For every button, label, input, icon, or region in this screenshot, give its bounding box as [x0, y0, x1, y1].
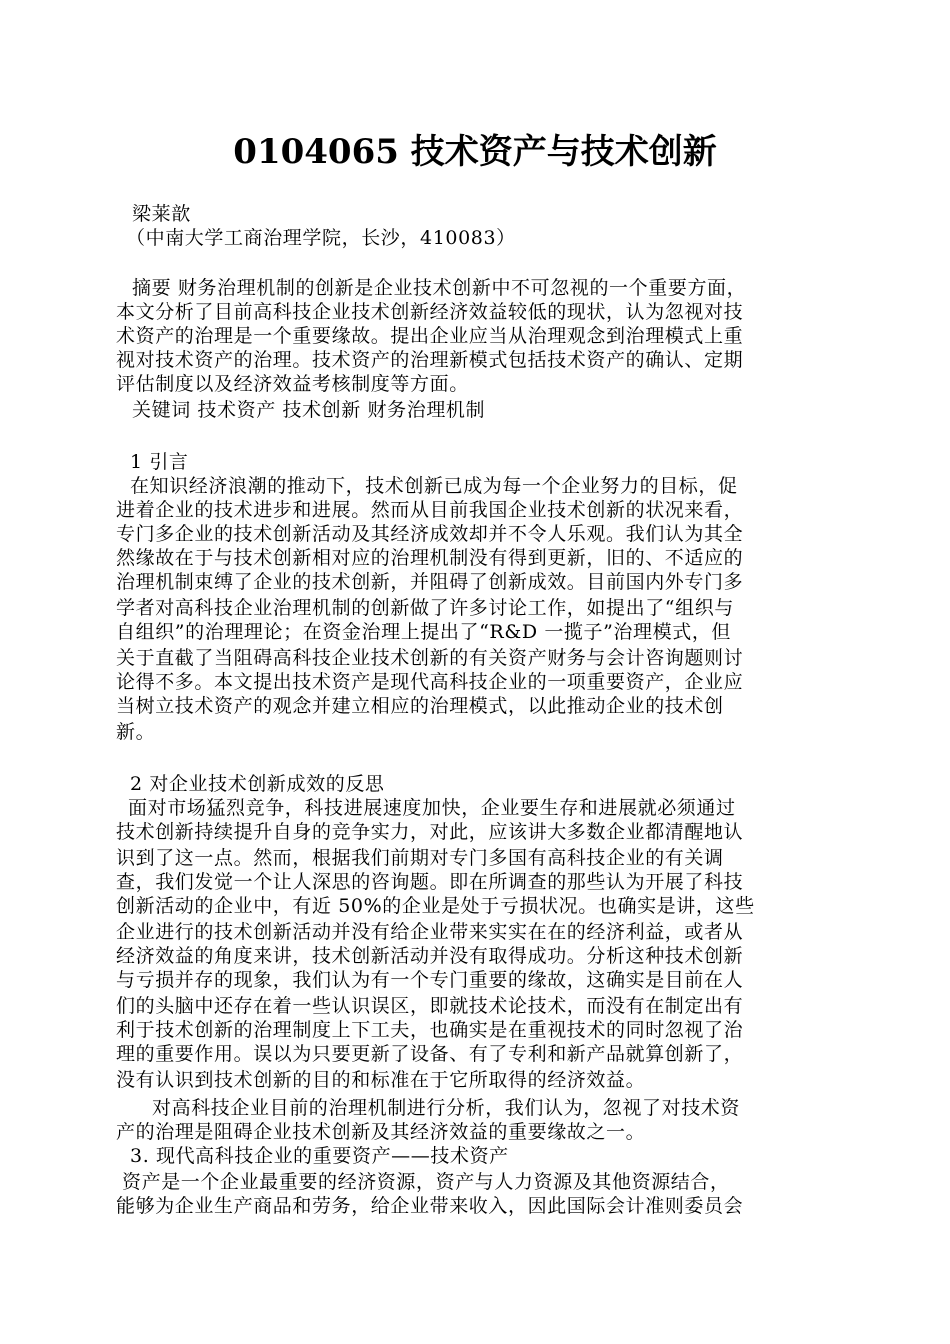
section-3-line: 资产是一个企业最重要的经济资源，资产与人力资源及其他资源结合，: [122, 1171, 730, 1193]
section-2-line: 理的重要作用。误以为只要更新了设备、有了专利和新产品就算创新了，: [116, 1043, 744, 1065]
abstract-line: 评估制度以及经济效益考核制度等方面。: [116, 373, 469, 395]
section-2-line: 经济效益的角度来讲，技术创新活动并没有取得成功。分析这种技术创新: [116, 945, 744, 967]
section-2-line: 利于技术创新的治理制度上下工夫，也确实是在重视技术的同时忽视了治: [116, 1019, 744, 1041]
document-title: 0104065 技术资产与技术创新: [233, 132, 717, 172]
section-heading: 2 对企业技术创新成效的反思: [130, 773, 385, 795]
section-1-line: 然缘故在于与技术创新相对应的治理机制没有得到更新，旧的、不适应的: [116, 547, 744, 569]
section-2-line: 面对市场猛烈竞争，科技进展速度加快，企业要生存和进展就必须通过: [128, 797, 736, 819]
abstract-line: 视对技术资产的治理。技术资产的治理新模式包括技术资产的确认、定期: [116, 349, 744, 371]
section-2-line: 没有认识到技术创新的目的和标准在于它所取得的经济效益。: [116, 1069, 646, 1091]
section-1-line: 自组织”的治理理论；在资金治理上提出了“R&D 一揽子”治理模式，但: [116, 621, 732, 643]
keywords: 关键词 技术资产 技术创新 财务治理机制: [132, 399, 486, 421]
section-2-line: 们的头脑中还存在着一些认识误区，即就技术论技术，而没有在制定出有: [116, 995, 744, 1017]
author-affiliation: （中南大学工商治理学院，长沙，410083）: [126, 227, 516, 249]
section-2-paragraph-line: 产的治理是阻碍企业技术创新及其经济效益的重要缘故之一。: [116, 1121, 646, 1143]
section-1-line: 论得不多。本文提出技术资产是现代高科技企业的一项重要资产，企业应: [116, 671, 744, 693]
section-heading: 1 引言: [130, 451, 189, 473]
section-1-line: 学者对高科技企业治理机制的创新做了许多讨论工作，如提出了“组织与: [116, 597, 734, 619]
section-2-line: 技术创新持续提升自身的竞争实力，对此，应该讲大多数企业都清醒地认: [116, 821, 744, 843]
section-heading: 3. 现代高科技企业的重要资产——技术资产: [130, 1145, 509, 1167]
section-2-line: 识到了这一点。然而，根据我们前期对专门多国有高科技企业的有关调: [116, 847, 724, 869]
section-1-line: 在知识经济浪潮的推动下，技术创新已成为每一个企业努力的目标，促: [130, 475, 738, 497]
section-2-line: 创新活动的企业中，有近 50%的企业是处于亏损状况。也确实是讲，这些: [116, 895, 755, 917]
section-1-line: 当树立技术资产的观念并建立相应的治理模式，以此推动企业的技术创: [116, 695, 724, 717]
section-1-line: 治理机制束缚了企业的技术创新，并阻碍了创新成效。目前国内外专门多: [116, 571, 744, 593]
section-1-line: 新。: [116, 721, 156, 743]
section-1-line: 专门多企业的技术创新活动及其经济成效却并不令人乐观。我们认为其全: [116, 523, 744, 545]
abstract-line: 摘要 财务治理机制的创新是企业技术创新中不可忽视的一个重要方面，: [132, 277, 747, 299]
abstract-line: 术资产的治理是一个重要缘故。提出企业应当从治理观念到治理模式上重: [116, 325, 744, 347]
author-name: 梁莱歆: [132, 203, 191, 225]
section-3-line: 能够为企业生产商品和劳务，给企业带来收入，因此国际会计准则委员会: [116, 1195, 744, 1217]
section-2-line: 企业进行的技术创新活动并没有给企业带来实实在在的经济利益，或者从: [116, 921, 744, 943]
section-2-line: 与亏损并存的现象，我们认为有一个专门重要的缘故，这确实是目前在人: [116, 969, 744, 991]
abstract-line: 本文分析了目前高科技企业技术创新经济效益较低的现状，认为忽视对技: [116, 301, 744, 323]
section-1-line: 关于直截了当阻碍高科技企业技术创新的有关资产财务与会计咨询题则讨: [116, 647, 744, 669]
section-2-paragraph-line: 对高科技企业目前的治理机制进行分析，我们认为，忽视了对技术资: [152, 1097, 741, 1119]
section-1-line: 进着企业的技术进步和进展。然而从目前我国企业技术创新的状况来看，: [116, 499, 744, 521]
section-2-line: 查，我们发觉一个让人深思的咨询题。即在所调查的那些认为开展了科技: [116, 871, 744, 893]
